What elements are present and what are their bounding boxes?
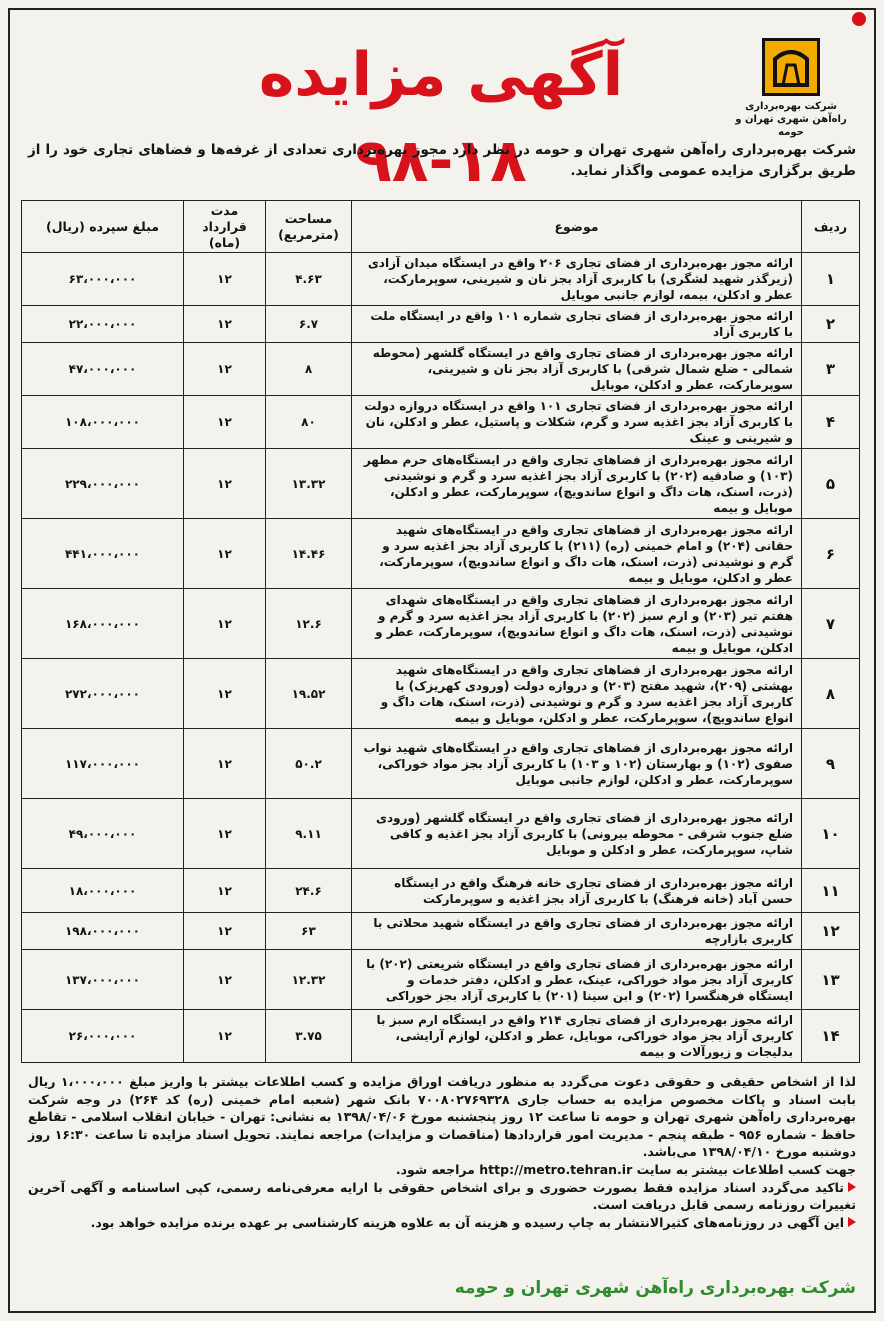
cell-area: ۱۴.۴۶ [266,519,352,589]
cell-area: ۸۰ [266,396,352,449]
table-row [22,519,860,589]
cell-duration: ۱۲ [184,950,266,1010]
corner-dot-icon [852,12,866,26]
cell-subject: ارائه مجوز بهره‌برداری از فضای تجاری ۱۰۱ واقع در ایستگاه دروازه دولت با کاربری آزاد بجز اغذیه سرد و گرم، شکلات و پاستیل، عطر و ادکلن، نان و شیرینی و عینک [352,396,802,449]
cell-deposit: ۴۴۱،۰۰۰،۰۰۰ [22,519,184,589]
cell-row-number: ۱ [802,253,860,306]
note-paragraph-2: جهت کسب اطلاعات بیشتر به سایت http://metro.tehran.ir مراجعه شود. [395,1161,856,1177]
cell-subject: ارائه مجوز بهره‌برداری از فضای تجاری واقع در ایستگاه گلشهر (ورودی ضلع جنوب شرقی - محوطه بیرونی) با کاربری آزاد بجز اغذیه و کافی شاپ، سوپرمارکت، عطر و ادکلن و موبایل [352,799,802,869]
cell-deposit: ۲۲۹،۰۰۰،۰۰۰ [22,449,184,519]
cell-area: ۴.۶۳ [266,253,352,306]
cell-area: ۳.۷۵ [266,1010,352,1063]
cell-deposit: ۲۶،۰۰۰،۰۰۰ [22,1010,184,1063]
cell-area: ۶۳ [266,913,352,950]
cell-row-number: ۳ [802,343,860,396]
company-name-line1: شرکت بهره‌برداری [745,101,837,112]
cell-subject: ارائه مجوز بهره‌برداری از فضاهای تجاری واقع در ایستگاه‌های شهید حقانی (۲۰۴) و امام خمینی (ره) (۲۱۱) با کاربری آزاد بجز اغذیه سرد و گرم و نوشیدنی (ذرت، اسنک، هات داگ و انواع ساندویچ)، سوپرمارکت، عطر و ادکلن، موبایل و بیمه [352,519,802,589]
cell-row-number: ۱۳ [802,950,860,1010]
header-deposit: مبلغ سپرده (ریال) [22,201,184,253]
cell-subject: ارائه مجوز بهره‌برداری از فضاهای تجاری واقع در ایستگاه‌های شهدای هفتم تیر (۲۰۳) و ارم سبز (۲۰۲) با کاربری آزاد بجز اغذیه سرد و گرم و نوشیدنی (ذرت، اسنک، هات داگ و انواع ساندویچ)، سوپرمارکت، عطر و ادکلن، موبایل و بیمه [352,589,802,659]
cell-duration: ۱۲ [184,913,266,950]
table-row [22,253,860,306]
cell-subject: ارائه مجوز بهره‌برداری از فضای تجاری واقع در ایستگاه شهید محلاتی با کاربری بازارچه [352,913,802,950]
page-title: آگهی مزایده ۱۸-۹۸ [258,40,624,196]
table-row [22,869,860,913]
header-subject: موضوع [352,201,802,253]
cell-duration: ۱۲ [184,396,266,449]
table-row [22,950,860,1010]
cell-subject: ارائه مجوز بهره‌برداری از فضای تجاری ۲۱۴ واقع در ایستگاه ارم سبز با کاربری آزاد بجز مواد خوراکی، موبایل، عطر و ادکلن، لوازم آرایشی، بدلیجات و زیورآلات و بیمه [352,1010,802,1063]
auction-table [21,200,860,1063]
cell-duration: ۱۲ [184,253,266,306]
cell-deposit: ۲۲،۰۰۰،۰۰۰ [22,306,184,343]
cell-row-number: ۹ [802,729,860,799]
cell-duration: ۱۲ [184,659,266,729]
table-row [22,589,860,659]
cell-duration: ۱۲ [184,869,266,913]
table-header-row [22,201,860,253]
cell-subject: ارائه مجوز بهره‌برداری از فضاهای تجاری واقع در ایستگاه‌های حرم مطهر (۱۰۳) و صادقیه (۲۰۲) با کاربری آزاد بجز اغذیه سرد و گرم و نوشیدنی (ذرت، اسنک، هات داگ و انواع ساندویچ)، سوپرمارکت، عطر و ادکلن، موبایل و بیمه [352,449,802,519]
cell-row-number: ۲ [802,306,860,343]
table-row [22,799,860,869]
metro-logo [762,38,820,96]
cell-area: ۵۰.۲ [266,729,352,799]
header-duration: مدت قرارداد (ماه) [184,201,266,253]
cell-area: ۸ [266,343,352,396]
cell-deposit: ۲۷۲،۰۰۰،۰۰۰ [22,659,184,729]
cell-duration: ۱۲ [184,306,266,343]
bullet-icon [848,1217,856,1227]
cell-row-number: ۷ [802,589,860,659]
footer-company-name: شرکت بهره‌برداری راه‌آهن شهری تهران و حومه [454,1278,856,1298]
cell-deposit: ۱۹۸،۰۰۰،۰۰۰ [22,913,184,950]
cell-row-number: ۱۰ [802,799,860,869]
cell-subject: ارائه مجوز بهره‌برداری از فضای تجاری خانه فرهنگ واقع در ایستگاه حسن آباد (خانه فرهنگ) با کاربری آزاد بجز اغذیه و سوپرمارکت [352,869,802,913]
cell-area: ۶.۷ [266,306,352,343]
metro-logo-icon [769,45,813,89]
note-paragraph-1: لذا از اشخاص حقیقی و حقوقی دعوت می‌گردد به منظور دریافت اوراق مزایده و کسب اطلاعات بیشتر با واریز مبلغ ۱،۰۰۰،۰۰۰ ریال بابت اسناد و پاکات مخصوص مزایده به حساب جاری ۷۰۰۸۰۲۷۶۹۳۲۸ بانک شهر (شعبه امام خمینی (ره) کد ۲۶۴) در وجه شرکت بهره‌برداری راه‌آهن شهری تهران و حومه تا ساعت ۱۲ روز پنجشنبه مورخ ۱۳۹۸/۰۴/۰۶ به نشانی: تهران - خیابان انقلاب اسلامی - تقاطع حافظ - شماره ۹۵۶ - طبقه پنجم - مدیریت امور قراردادها (مناقصات و مزایدات) مراجعه نمایند. تحویل اسناد مزایده تا ساعت ۱۶:۳۰ روز دوشنبه مورخ ۱۳۹۸/۰۴/۱۰ می‌باشد. [28,1074,857,1160]
cell-area: ۱۳.۳۲ [266,449,352,519]
note-paragraph-4 [28,1214,856,1232]
table-row [22,343,860,396]
advertisement-page [8,8,876,1313]
cell-row-number: ۵ [802,449,860,519]
cell-deposit: ۱۳۷،۰۰۰،۰۰۰ [22,950,184,1010]
table-row [22,306,860,343]
table-row [22,1010,860,1063]
table-row [22,913,860,950]
header-row-number: ردیف [802,201,860,253]
cell-duration: ۱۲ [184,449,266,519]
note-text-3: تاکید می‌گردد اسناد مزایده فقط بصورت حضوری و برای اشخاص حقوقی با ارایه معرفی‌نامه رسمی، کپی اساسنامه و آگهی آخرین تغییرات روزنامه رسمی قابل دریافت است. [28,1179,856,1213]
table-row [22,659,860,729]
note-paragraph-3 [28,1179,856,1214]
cell-deposit: ۱۶۸،۰۰۰،۰۰۰ [22,589,184,659]
cell-row-number: ۴ [802,396,860,449]
cell-area: ۲۴.۶ [266,869,352,913]
cell-subject: ارائه مجوز بهره‌برداری از فضای تجاری شماره ۱۰۱ واقع در ایستگاه ملت با کاربری آزاد [352,306,802,343]
cell-deposit: ۱۸،۰۰۰،۰۰۰ [22,869,184,913]
cell-duration: ۱۲ [184,343,266,396]
cell-row-number: ۸ [802,659,860,729]
notes [28,1073,856,1231]
cell-area: ۹.۱۱ [266,799,352,869]
cell-duration: ۱۲ [184,799,266,869]
bullet-icon [848,1182,856,1192]
cell-deposit: ۴۷،۰۰۰،۰۰۰ [22,343,184,396]
header-area: مساحت (مترمربع) [266,201,352,253]
cell-row-number: ۶ [802,519,860,589]
cell-subject: ارائه مجوز بهره‌برداری از فضای تجاری واقع در ایستگاه شریعتی (۲۰۲) با کاربری آزاد بجز مواد خوراکی، عینک، عطر و ادکلن، دفتر خدمات و ایستگاه فرهنگسرا (۲۰۲) و ابن سینا (۲۰۱) با کاربری آزاد بجز خوراکی [352,950,802,1010]
cell-subject: ارائه مجوز بهره‌برداری از فضاهای تجاری واقع در ایستگاه‌های شهید بهشتی (۲۰۹)، شهید مفتح (۲۰۳) و دروازه دولت (ورودی کهریزک) با کاربری آزاد بجز اغذیه سرد و گرم و نوشیدنی (ذرت، اسنک، هات داگ و انواع ساندویچ)، سوپرمارکت، عطر و ادکلن، موبایل و بیمه [352,659,802,729]
table-row [22,396,860,449]
intro-text: شرکت بهره‌برداری راه‌آهن شهری تهران و حومه در نظر دارد مجوز بهره‌برداری تعدادی از غرفه‌ها و فضاهای تجاری خود را از طریق برگزاری مزایده عمومی واگذار نماید. [28,142,856,179]
cell-subject: ارائه مجوز بهره‌برداری از فضاهای تجاری واقع در ایستگاه‌های شهید نواب صفوی (۱۰۲) و بهارستان (۱۰۲ و ۱۰۳) با کاربری آزاد بجز مواد خوراکی، سوپرمارکت، عطر و ادکلن، لوازم جانبی موبایل [352,729,802,799]
logo-block [726,24,856,139]
cell-area: ۱۲.۶ [266,589,352,659]
cell-subject: ارائه مجوز بهره‌برداری از فضای تجاری واقع در ایستگاه گلشهر (محوطه شمالی - ضلع شمال شرقی) با کاربری آزاد بجز نان و شیرینی، سوپرمارکت، عطر و ادکلن، موبایل [352,343,802,396]
cell-duration: ۱۲ [184,589,266,659]
cell-duration: ۱۲ [184,1010,266,1063]
cell-area: ۱۹.۵۲ [266,659,352,729]
cell-row-number: ۱۴ [802,1010,860,1063]
cell-deposit: ۴۹،۰۰۰،۰۰۰ [22,799,184,869]
cell-subject: ارائه مجوز بهره‌برداری از فضای تجاری ۲۰۶ واقع در ایستگاه میدان آزادی (زیرگذر شهید لشگری) با کاربری آزاد بجز نان و شیرینی، سوپرمارکت، عطر و ادکلن، بیمه، لوازم جانبی موبایل [352,253,802,306]
cell-duration: ۱۲ [184,729,266,799]
table-row [22,449,860,519]
cell-duration: ۱۲ [184,519,266,589]
cell-deposit: ۱۰۸،۰۰۰،۰۰۰ [22,396,184,449]
company-name-line2: راه‌آهن شهری تهران و حومه [735,114,847,138]
cell-deposit: ۱۱۷،۰۰۰،۰۰۰ [22,729,184,799]
cell-row-number: ۱۱ [802,869,860,913]
cell-area: ۱۲.۳۲ [266,950,352,1010]
cell-row-number: ۱۲ [802,913,860,950]
note-text-4: این آگهی در روزنامه‌های کثیرالانتشار به چاپ رسیده و هزینه آن به علاوه هزینه کارشناسی بر عهده برنده مزایده خواهد بود. [90,1214,844,1230]
cell-deposit: ۶۳،۰۰۰،۰۰۰ [22,253,184,306]
table-row [22,729,860,799]
